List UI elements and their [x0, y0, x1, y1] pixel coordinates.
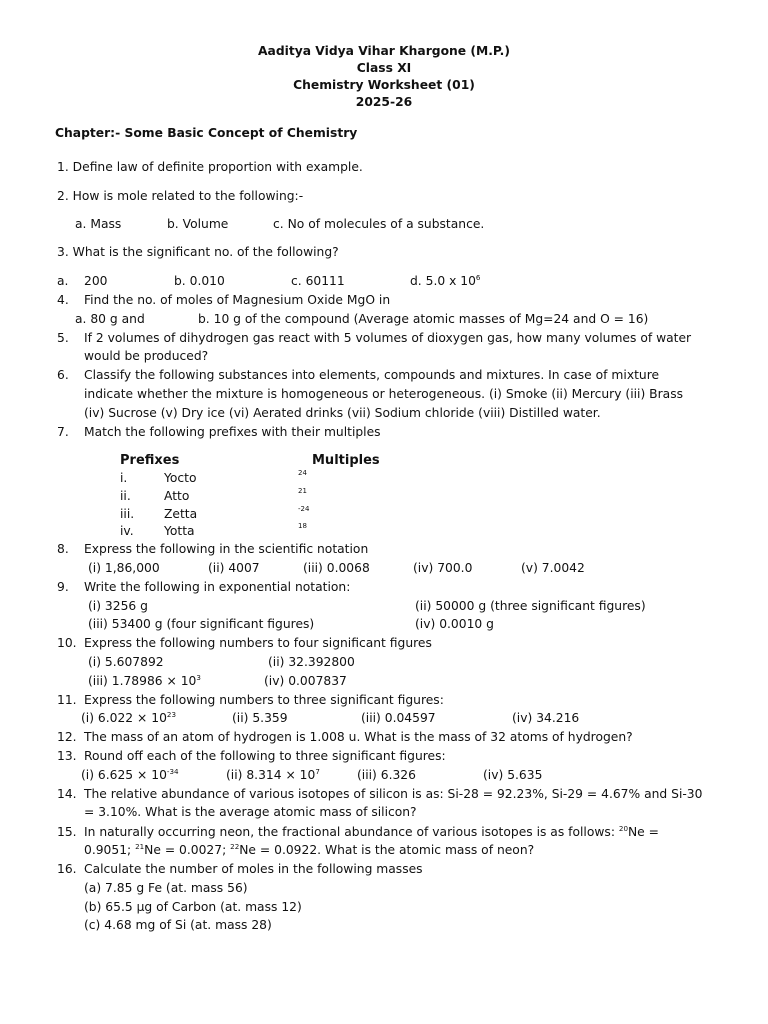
q13-part-ii-text: (ii) 8.314 × 10 [226, 768, 316, 782]
q3-option-a: 200 [84, 274, 108, 288]
q11-part-ii: (ii) 5.359 [232, 711, 288, 725]
q14-number: 14. [57, 787, 77, 801]
q6-number: 6. [57, 368, 69, 382]
q14-line-2: = 3.10%. What is the average atomic mass of silicon? [84, 805, 417, 819]
q16-part-c: (c) 4.68 mg of Si (at. mass 28) [84, 918, 272, 932]
q11-number: 11. [57, 693, 77, 707]
q3-option-d [410, 274, 480, 289]
question-text: Define law of definite proportion with example. [72, 160, 363, 174]
q11-part-iv: (iv) 34.216 [512, 711, 580, 725]
q4-option-a: a. 80 g and [75, 312, 145, 326]
q15-line-1 [84, 825, 659, 840]
prefix-name: Zetta [164, 507, 198, 521]
q10-part-iii-text: (iii) 1.78986 × 10 [88, 674, 197, 688]
q15-isotope-mass-20: 20 [618, 823, 628, 833]
q2-option-a: a. Mass [75, 217, 122, 231]
q4-text: Find the no. of moles of Magnesium Oxide MgO in [84, 293, 391, 307]
q13-number: 13. [57, 749, 77, 763]
q4-number: 4. [57, 293, 69, 307]
q8-part-i: (i) 1,86,000 [88, 561, 160, 575]
q13-part-iii: (iii) 6.326 [357, 768, 416, 782]
q5-line-2: would be produced? [84, 349, 209, 363]
prefix-name: Yotta [164, 524, 195, 538]
q5-line-1: If 2 volumes of dihydrogen gas react with 5 volumes of dioxygen gas, how many volumes of water [84, 331, 692, 345]
q11-text: Express the following numbers to three significant figures: [84, 693, 444, 707]
q8-part-v: (v) 7.0042 [521, 561, 585, 575]
q16-part-b: (b) 65.5 µg of Carbon (at. mass 12) [84, 900, 302, 914]
multiples-header: Multiples [312, 453, 380, 468]
q16-part-a: (a) 7.85 g Fe (at. mass 56) [84, 881, 248, 895]
multiple-exponent: 24 [298, 469, 307, 477]
q10-part-iv: (iv) 0.007837 [264, 674, 347, 688]
q7-text: Match the following prefixes with their multiples [84, 425, 381, 439]
q9-number: 9. [57, 580, 69, 594]
prefix-roman: iv. [120, 524, 134, 538]
prefix-roman: iii. [120, 507, 135, 521]
school-name: Aaditya Vidya Vihar Khargone (M.P.) [258, 44, 510, 58]
prefix-roman: ii. [120, 489, 131, 503]
q5-number: 5. [57, 331, 69, 345]
q14-line-1: The relative abundance of various isotopes of silicon is as: Si-28 = 92.23%, Si-29 = 4.67% and Si-30 [84, 787, 703, 801]
q3-option-a-label: a. [57, 274, 69, 288]
q8-part-iii: (iii) 0.0068 [303, 561, 370, 575]
q16-number: 16. [57, 862, 77, 876]
q13-part-i [81, 768, 179, 783]
q13-part-i-exponent: -34 [166, 766, 179, 776]
q15-number: 15. [57, 825, 77, 839]
q6-line-3: (iv) Sucrose (v) Dry ice (vi) Aerated drinks (vii) Sodium chloride (viii) Distilled water. [84, 406, 601, 420]
q3-option-d-exponent: 6 [475, 272, 481, 282]
q16-text: Calculate the number of moles in the following masses [84, 862, 423, 876]
q13-part-ii [226, 768, 320, 783]
q13-text: Round off each of the following to three significant figures: [84, 749, 446, 763]
q8-text: Express the following in the scientific notation [84, 542, 369, 556]
q13-part-iv: (iv) 5.635 [483, 768, 543, 782]
question-3 [57, 245, 339, 260]
q13-part-i-text: (i) 6.625 × 10 [81, 768, 167, 782]
q9-part-iii: (iii) 53400 g (four significant figures) [88, 617, 315, 631]
q11-part-i [81, 711, 176, 726]
q9-part-iv: (iv) 0.0010 g [415, 617, 494, 631]
q15-isotope-mass-22: 22 [230, 841, 240, 851]
question-text: What is the significant no. of the following? [72, 245, 339, 259]
q7-number: 7. [57, 425, 69, 439]
q15-ne21-value: Ne = 0.0027; [144, 843, 227, 857]
q15-line-2 [84, 843, 534, 858]
q9-part-i: (i) 3256 g [88, 599, 148, 613]
q2-option-b: b. Volume [167, 217, 229, 231]
q15-ne22-value: Ne = 0.0922. What is the atomic mass of neon? [239, 843, 535, 857]
q3-option-d-text: d. 5.0 x 10 [410, 274, 476, 288]
question-2 [57, 189, 303, 204]
question-number: 2. [57, 189, 69, 203]
question-text: How is mole related to the following:- [72, 189, 304, 203]
q6-line-2: indicate whether the mixture is homogeneous or heterogeneous. (i) Smoke (ii) Mercury (iii) Brass [84, 387, 684, 401]
question-1 [57, 160, 363, 175]
worksheet-title: Chemistry Worksheet (01) [293, 78, 475, 92]
multiple-exponent: 18 [298, 522, 307, 530]
q11-part-iii: (iii) 0.04597 [361, 711, 436, 725]
q8-part-ii: (ii) 4007 [208, 561, 260, 575]
q9-text: Write the following in exponential notation: [84, 580, 351, 594]
q15-ne20-value: 0.9051; [84, 843, 132, 857]
q11-part-i-exponent: 23 [166, 709, 176, 719]
q10-number: 10. [57, 636, 77, 650]
q15-line-1-tail: Ne = [627, 825, 659, 839]
q13-part-ii-exponent: 7 [315, 766, 320, 776]
q4-option-b: b. 10 g of the compound (Average atomic masses of Mg=24 and O = 16) [198, 312, 649, 326]
prefix-name: Yocto [164, 471, 197, 485]
q15-isotope-mass-21: 21 [135, 841, 145, 851]
q2-option-c: c. No of molecules of a substance. [273, 217, 485, 231]
q9-part-ii: (ii) 50000 g (three significant figures) [415, 599, 646, 613]
prefix-name: Atto [164, 489, 190, 503]
q11-part-i-text: (i) 6.022 × 10 [81, 711, 167, 725]
q10-text: Express the following numbers to four significant figures [84, 636, 432, 650]
prefixes-header: Prefixes [120, 453, 180, 468]
q3-option-b: b. 0.010 [174, 274, 225, 288]
multiple-exponent: 21 [298, 487, 307, 495]
q3-option-c: c. 60111 [291, 274, 345, 288]
q6-line-1: Classify the following substances into elements, compounds and mixtures. In case of mixture [84, 368, 660, 382]
question-number: 3. [57, 245, 69, 259]
class-label: Class XI [356, 61, 412, 75]
q12-number: 12. [57, 730, 77, 744]
q10-part-iii [88, 674, 201, 689]
q10-part-i: (i) 5.607892 [88, 655, 164, 669]
q8-number: 8. [57, 542, 69, 556]
question-number: 1. [57, 160, 69, 174]
q12-text: The mass of an atom of hydrogen is 1.008 u. What is the mass of 32 atoms of hydrogen? [84, 730, 633, 744]
multiple-exponent: -24 [298, 505, 310, 513]
q10-part-ii: (ii) 32.392800 [268, 655, 355, 669]
q10-part-iii-exponent: 3 [196, 672, 201, 682]
q15-line-1-text: In naturally occurring neon, the fractional abundance of various isotopes is as follows: [84, 825, 615, 839]
session-year: 2025-26 [355, 95, 413, 109]
q8-part-iv: (iv) 700.0 [413, 561, 473, 575]
chapter-title: Chapter:- Some Basic Concept of Chemistry [55, 126, 358, 140]
prefix-roman: i. [120, 471, 128, 485]
